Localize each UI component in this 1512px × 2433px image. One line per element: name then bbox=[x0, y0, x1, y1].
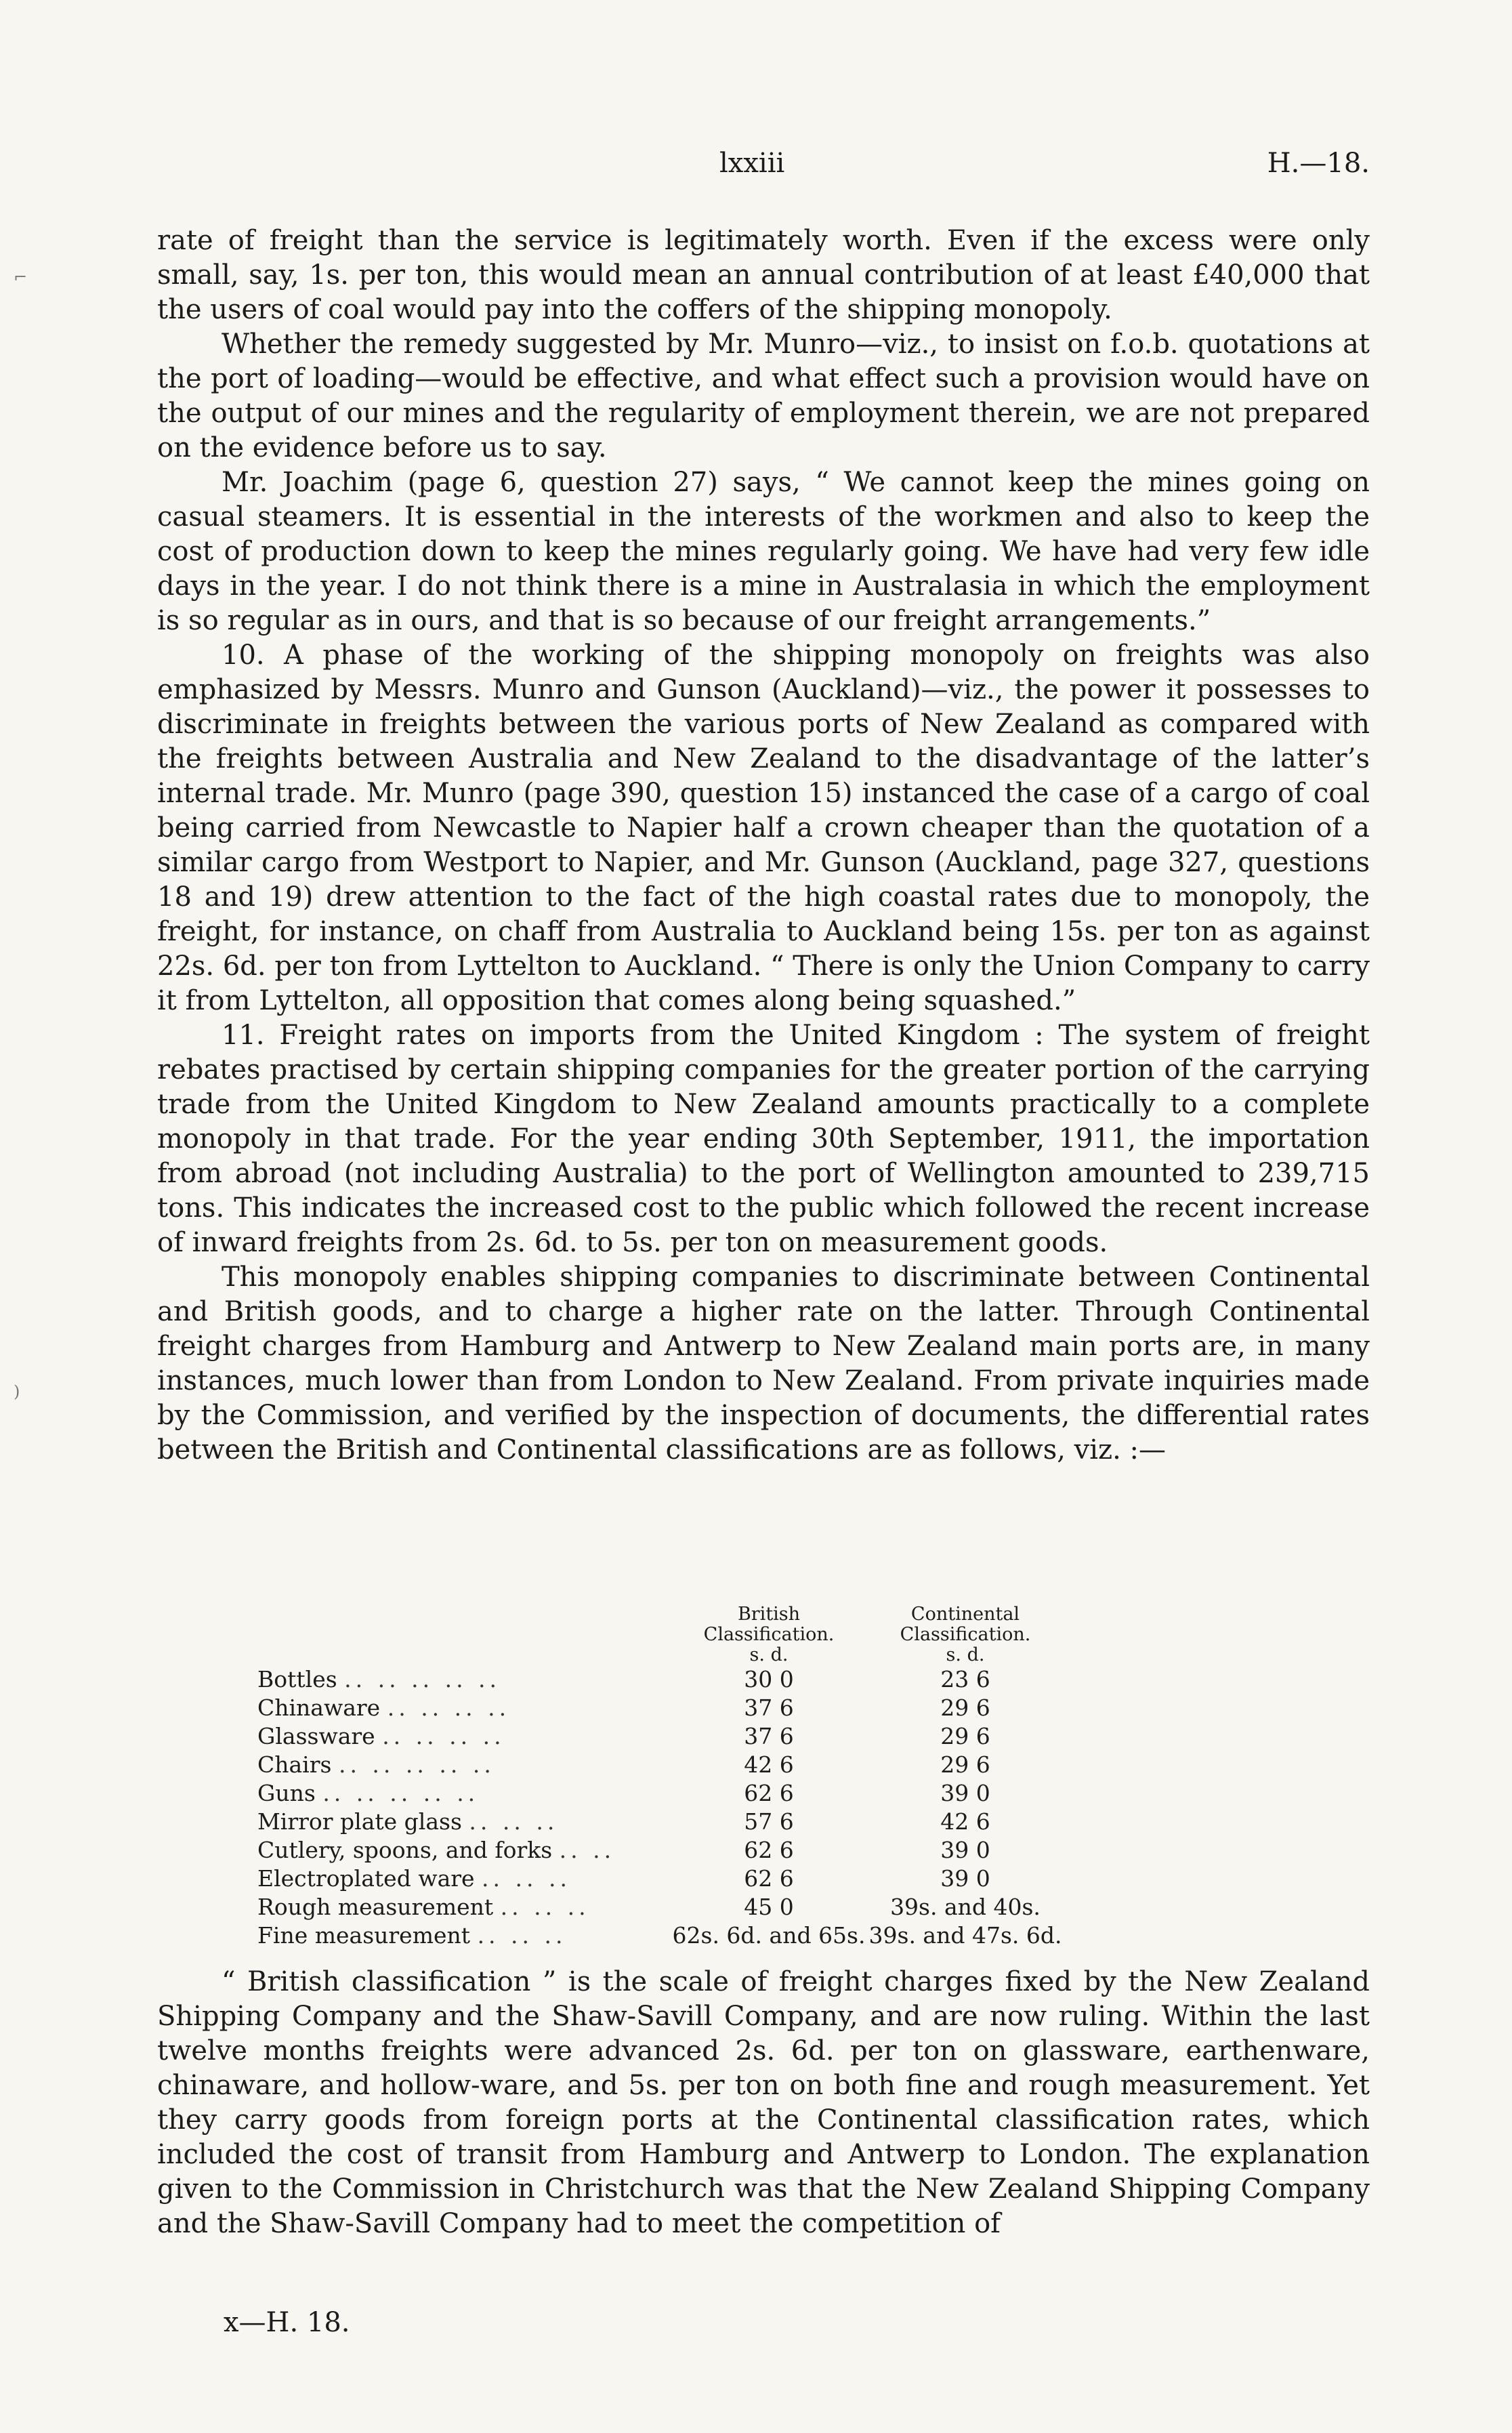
item-name: Cutlery, spoons, and forks bbox=[257, 1837, 553, 1863]
item-name: Electroplated ware bbox=[257, 1865, 475, 1892]
paragraph: “ British classification ” is the scale of freight charges fixed by the New Zealand Shipping Company and the Shaw-Savill Company, and are now ruling. Within the last twelve months freights were advanced 2s. 6d. per ton on glassware, earthenware, chinaware, and hollow-ware, and 5s. per ton on both fine and rough measurement. Yet they carry goods from foreign ports at the Continental classification rates, which included the cost of transit from Hamburg and Antwerp to London. The explanation given to the Commission in Christchurch was that the New Zealand Shipping Company and the Shaw-Savill Company had to meet the competition of bbox=[157, 1966, 1370, 2239]
paragraph: 10. A phase of the working of the shipping monopoly on freights was also emphasized by Messrs. Munro and Gunson (Auckland)—viz., the power it possesses to discriminate in freights between the various ports of New Zealand as compared with the freights between Australia and New Zealand to the disadvantage of the latter’s internal trade. Mr. Munro (page 390, question 15) instanced the case of a cargo of coal being carried from Newcastle to Napier half a crown cheaper than the quotation of a similar cargo from Westport to Napier, and Mr. Gunson (Auckland, page 327, questions 18 and 19) drew attention to the fact of the high coastal rates due to monopoly, the freight, for instance, on chaff from Australia to Auckland being 15s. per ton as against 22s. 6d. per ton from Lyttelton to Auckland. “ There is only the Union Company to carry it from Lyttelton, all opposition that comes along being squashed.” bbox=[157, 640, 1370, 1016]
british-classification-label: British Classification. bbox=[703, 1604, 835, 1645]
closing-text bbox=[157, 1965, 1370, 2241]
continental-rate: 39s. and 47s. 6d. bbox=[868, 1922, 1062, 1949]
continental-rate: 29 6 bbox=[940, 1723, 990, 1749]
continental-rate: 23 6 bbox=[940, 1666, 990, 1692]
item-name: Chairs bbox=[257, 1751, 332, 1778]
continental-rate: 39 0 bbox=[940, 1780, 990, 1806]
body-text bbox=[157, 224, 1370, 1468]
british-rate: 62 6 bbox=[744, 1780, 794, 1806]
continental-classification-label: Continental Classification. bbox=[900, 1604, 1031, 1645]
british-rate: 45 0 bbox=[744, 1894, 794, 1920]
continental-rate: 39s. and 40s. bbox=[890, 1894, 1041, 1920]
paragraph: 11. Freight rates on imports from the United Kingdom : The system of freight rebates practised by certain shipping companies for the greater portion of the carrying trade from the United Kingdom to New Zealand amounts practically to a complete monopoly in that trade. For the year ending 30th September, 1911, the importation from abroad (not including Australia) to the port of Wellington amounted to 239,715 tons. This indicates the increased cost to the public which followed the recent increase of inward freights from 2s. 6d. to 5s. per ton on measurement goods. bbox=[157, 1020, 1370, 1258]
table-row: Electroplated ware .. .. .. 62 6 39 0 bbox=[257, 1865, 1064, 1893]
item-name: Bottles bbox=[257, 1666, 337, 1692]
continental-rate: 39 0 bbox=[940, 1865, 990, 1892]
table-row: Rough measurement .. .. .. 45 0 39s. and 40s. bbox=[257, 1893, 1064, 1921]
british-rate: 62s. 6d. and 65s. bbox=[672, 1922, 866, 1949]
item-name: Mirror plate glass bbox=[257, 1808, 462, 1835]
margin-mark: ) bbox=[14, 1382, 20, 1401]
british-rate: 30 0 bbox=[744, 1666, 794, 1692]
item-name: Guns bbox=[257, 1780, 316, 1806]
item-name: Chinaware bbox=[257, 1694, 381, 1721]
freight-rates-table bbox=[257, 1604, 1064, 1950]
british-rate: 37 6 bbox=[744, 1694, 794, 1721]
british-classification-header bbox=[671, 1604, 867, 1665]
british-rate: 62 6 bbox=[744, 1865, 794, 1892]
table-row: Chinaware .. .. .. .. 37 6 29 6 bbox=[257, 1694, 1064, 1722]
british-rate: 57 6 bbox=[744, 1808, 794, 1835]
paragraph: Whether the remedy suggested by Mr. Munro—viz., to insist on f.o.b. quotations at the port of loading—would be effective, and what effect such a provision would have on the output of our mines and the regularity of employment therein, we are not prepared on the evidence before us to say. bbox=[157, 329, 1370, 463]
continental-classification-header bbox=[867, 1604, 1064, 1665]
table-row: Cutlery, spoons, and forks .. .. 62 6 39 0 bbox=[257, 1836, 1064, 1865]
british-rate: 37 6 bbox=[744, 1723, 794, 1749]
item-name: Rough measurement bbox=[257, 1894, 494, 1920]
document-reference: H.—18. bbox=[1267, 148, 1370, 179]
table-row: Guns .. .. .. .. .. 62 6 39 0 bbox=[257, 1779, 1064, 1808]
table-row: Fine measurement .. .. .. 62s. 6d. and 65s. 39s. and 47s. 6d. bbox=[257, 1921, 1064, 1950]
item-name: Fine measurement bbox=[257, 1922, 471, 1949]
paragraph: rate of freight than the service is legitimately worth. Even if the excess were only small, say, 1s. per ton, this would mean an annual contribution of at least £40,000 that the users of coal would pay into the coffers of the shipping monopoly. bbox=[157, 225, 1370, 325]
continental-rate: 39 0 bbox=[940, 1837, 990, 1863]
page-number: lxxiii bbox=[719, 148, 785, 179]
freight-rates-table-wrapper bbox=[157, 1604, 1370, 1950]
page-header bbox=[157, 148, 1370, 188]
british-rate: 42 6 bbox=[744, 1751, 794, 1778]
page-footer bbox=[224, 2307, 350, 2338]
table-row: Bottles .. .. .. .. .. 30 0 23 6 bbox=[257, 1665, 1064, 1694]
british-unit-label: s. d. bbox=[749, 1644, 789, 1665]
table-row: Glassware .. .. .. .. 37 6 29 6 bbox=[257, 1722, 1064, 1751]
continental-rate: 42 6 bbox=[940, 1808, 990, 1835]
table-row: Chairs .. .. .. .. .. 42 6 29 6 bbox=[257, 1751, 1064, 1779]
paragraph: This monopoly enables shipping companies to discriminate between Continental and British goods, and to charge a higher rate on the latter. Through Continental freight charges from Hamburg and Antwerp to New Zealand main ports are, in many instances, much lower than from London to New Zealand. From private inquiries made by the Commission, and verified by the inspection of documents, the differential rates between the British and Continental classifications are as follows, viz. :— bbox=[157, 1262, 1370, 1465]
margin-mark: ⌐ bbox=[14, 268, 28, 287]
footer-signature: x—H. 18. bbox=[224, 2307, 350, 2338]
paragraph: Mr. Joachim (page 6, question 27) says, “ We cannot keep the mines going on casual steamers. It is essential in the interests of the workmen and also to keep the cost of production down to keep the mines regularly going. We have had very few idle days in the year. I do not think there is a mine in Australasia in which the employment is so regular as in ours, and that is so because of our freight arrangements.” bbox=[157, 467, 1370, 636]
item-name: Glassware bbox=[257, 1723, 375, 1749]
continental-unit-label: s. d. bbox=[946, 1644, 985, 1665]
british-rate: 62 6 bbox=[744, 1837, 794, 1863]
table-header-blank bbox=[257, 1604, 671, 1665]
continental-rate: 29 6 bbox=[940, 1751, 990, 1778]
continental-rate: 29 6 bbox=[940, 1694, 990, 1721]
table-row: Mirror plate glass .. .. .. 57 6 42 6 bbox=[257, 1808, 1064, 1836]
